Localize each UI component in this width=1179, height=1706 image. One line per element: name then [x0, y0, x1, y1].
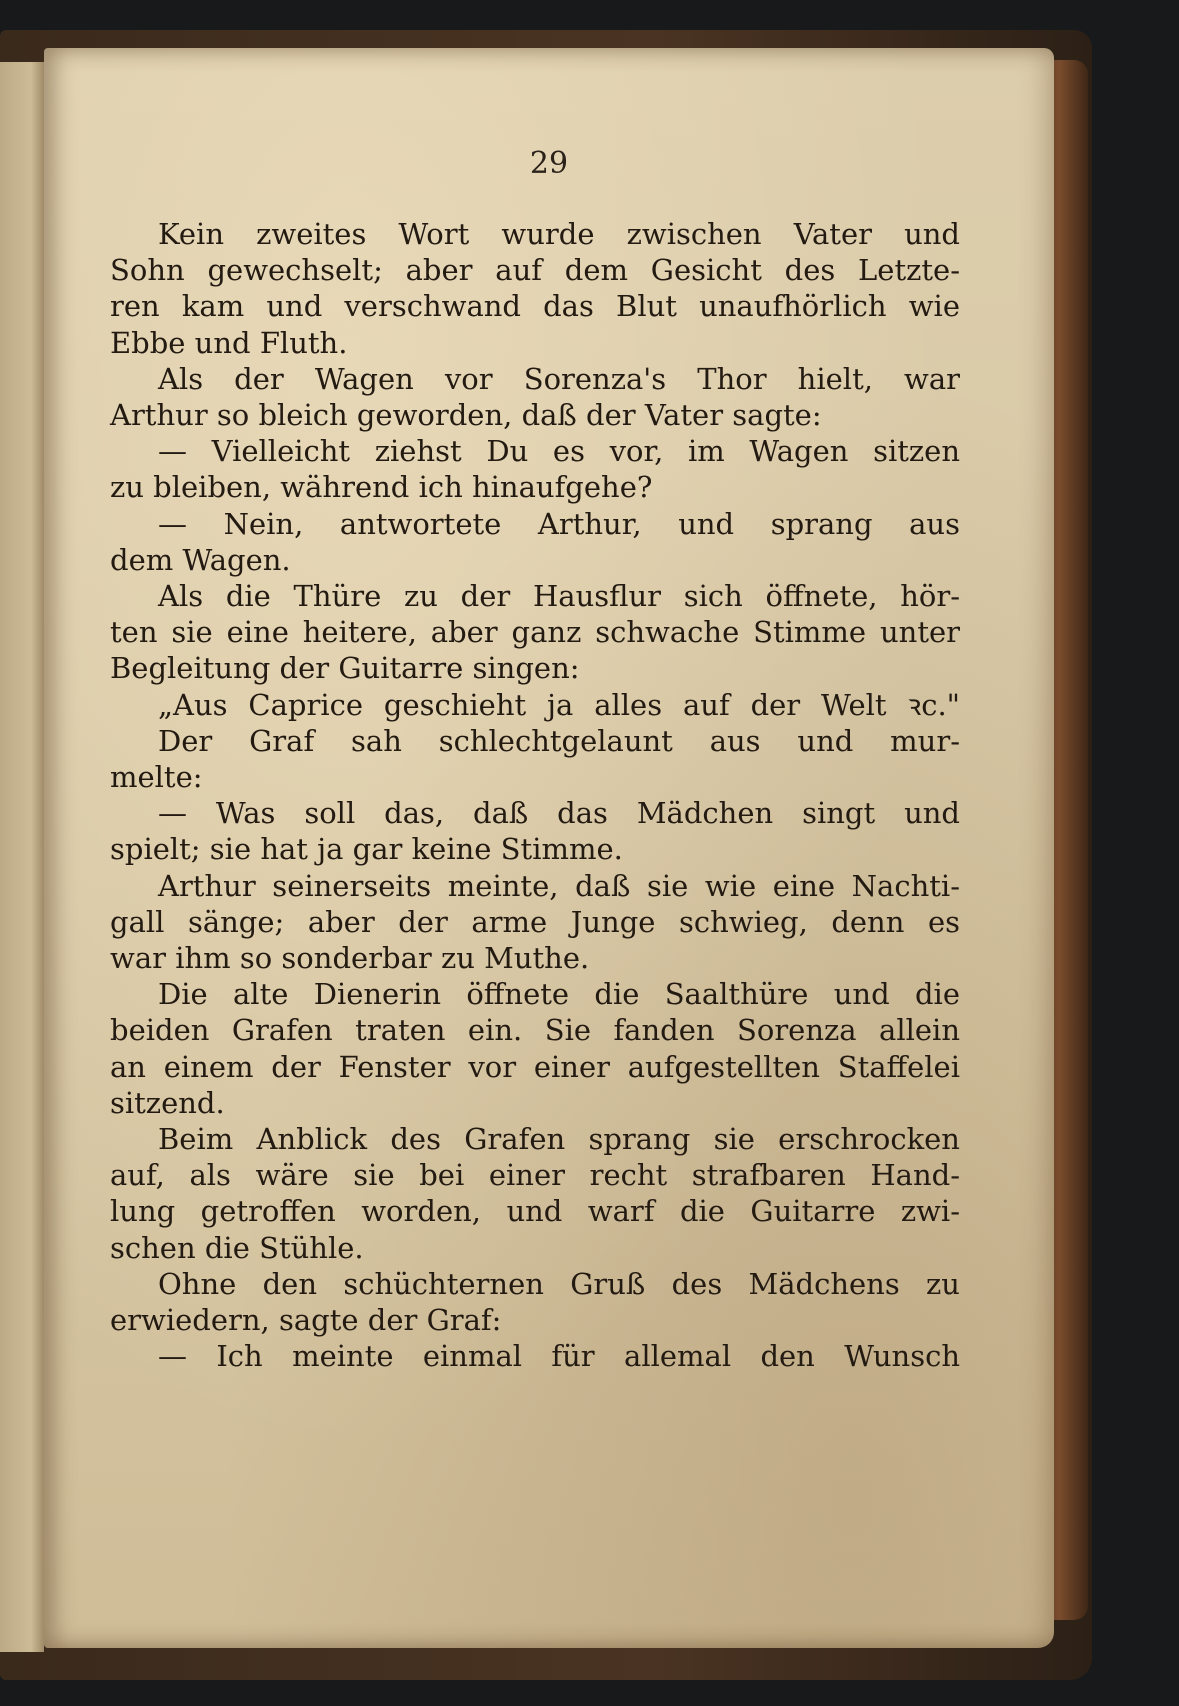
text-line: war ihm so sonderbar zu Muthe.: [110, 941, 590, 976]
left-page-edge: [0, 62, 44, 1652]
text-line: — Was soll das, daß das Mädchen singt und: [158, 796, 960, 831]
page-number: 29: [529, 146, 569, 181]
text-line: schen die Stühle.: [110, 1230, 364, 1265]
text-line: Als der Wagen vor Sorenza's Thor hielt, war: [158, 361, 960, 396]
text-line: Als die Thüre zu der Hausflur sich öffnete, hör-: [158, 579, 960, 614]
text-line: lung getroffen worden, und warf die Guitarre zwi-: [110, 1194, 960, 1229]
text-line: Die alte Dienerin öffnete die Saalthüre und die: [158, 977, 960, 1012]
text-line: spielt; sie hat ja gar keine Stimme.: [110, 832, 623, 867]
text-line: Sohn gewechselt; aber auf dem Gesicht des Letzte-: [110, 253, 960, 288]
text-line: „Aus Caprice geschieht ja alles auf der Welt ꝛc.": [158, 687, 960, 722]
text-line: — Nein, antwortete Arthur, und sprang aus: [158, 506, 960, 541]
page-text: [110, 216, 960, 1375]
text-line: beiden Grafen traten ein. Sie fanden Sorenza allein: [110, 1013, 960, 1048]
text-line: Ebbe und Fluth.: [110, 325, 348, 360]
text-line: Begleitung der Guitarre singen:: [110, 651, 580, 686]
text-line: zu bleiben, während ich hinaufgehe?: [110, 470, 653, 505]
text-line: — Ich meinte einmal für allemal den Wunsch: [158, 1339, 960, 1374]
text-line: Arthur so bleich geworden, daß der Vater sagte:: [110, 398, 822, 433]
text-line: ten sie eine heitere, aber ganz schwache Stimme unter: [110, 615, 960, 650]
text-line: ren kam und verschwand das Blut unaufhörlich wie: [110, 289, 960, 324]
text-line: Beim Anblick des Grafen sprang sie erschrocken: [158, 1122, 960, 1157]
text-line: sitzend.: [110, 1085, 225, 1120]
text-line: Ohne den schüchternen Gruß des Mädchens zu: [158, 1266, 960, 1301]
text-line: dem Wagen.: [110, 542, 291, 577]
text-line: Kein zweites Wort wurde zwischen Vater und: [158, 217, 960, 251]
text-line: Der Graf sah schlechtgelaunt aus und mur-: [158, 723, 960, 758]
book-page: [44, 48, 1054, 1648]
text-line: gall sänge; aber der arme Junge schwieg, denn es: [110, 904, 960, 939]
text-line: auf, als wäre sie bei einer recht strafbaren Hand-: [110, 1158, 960, 1193]
text-line: Arthur seinerseits meinte, daß sie wie eine Nachti-: [158, 868, 960, 903]
text-line: erwiedern, sagte der Graf:: [110, 1303, 502, 1338]
text-line: melte:: [110, 760, 203, 795]
text-line: — Vielleicht ziehst Du es vor, im Wagen sitzen: [158, 434, 960, 469]
text-line: an einem der Fenster vor einer aufgestellten Staffelei: [110, 1049, 960, 1084]
